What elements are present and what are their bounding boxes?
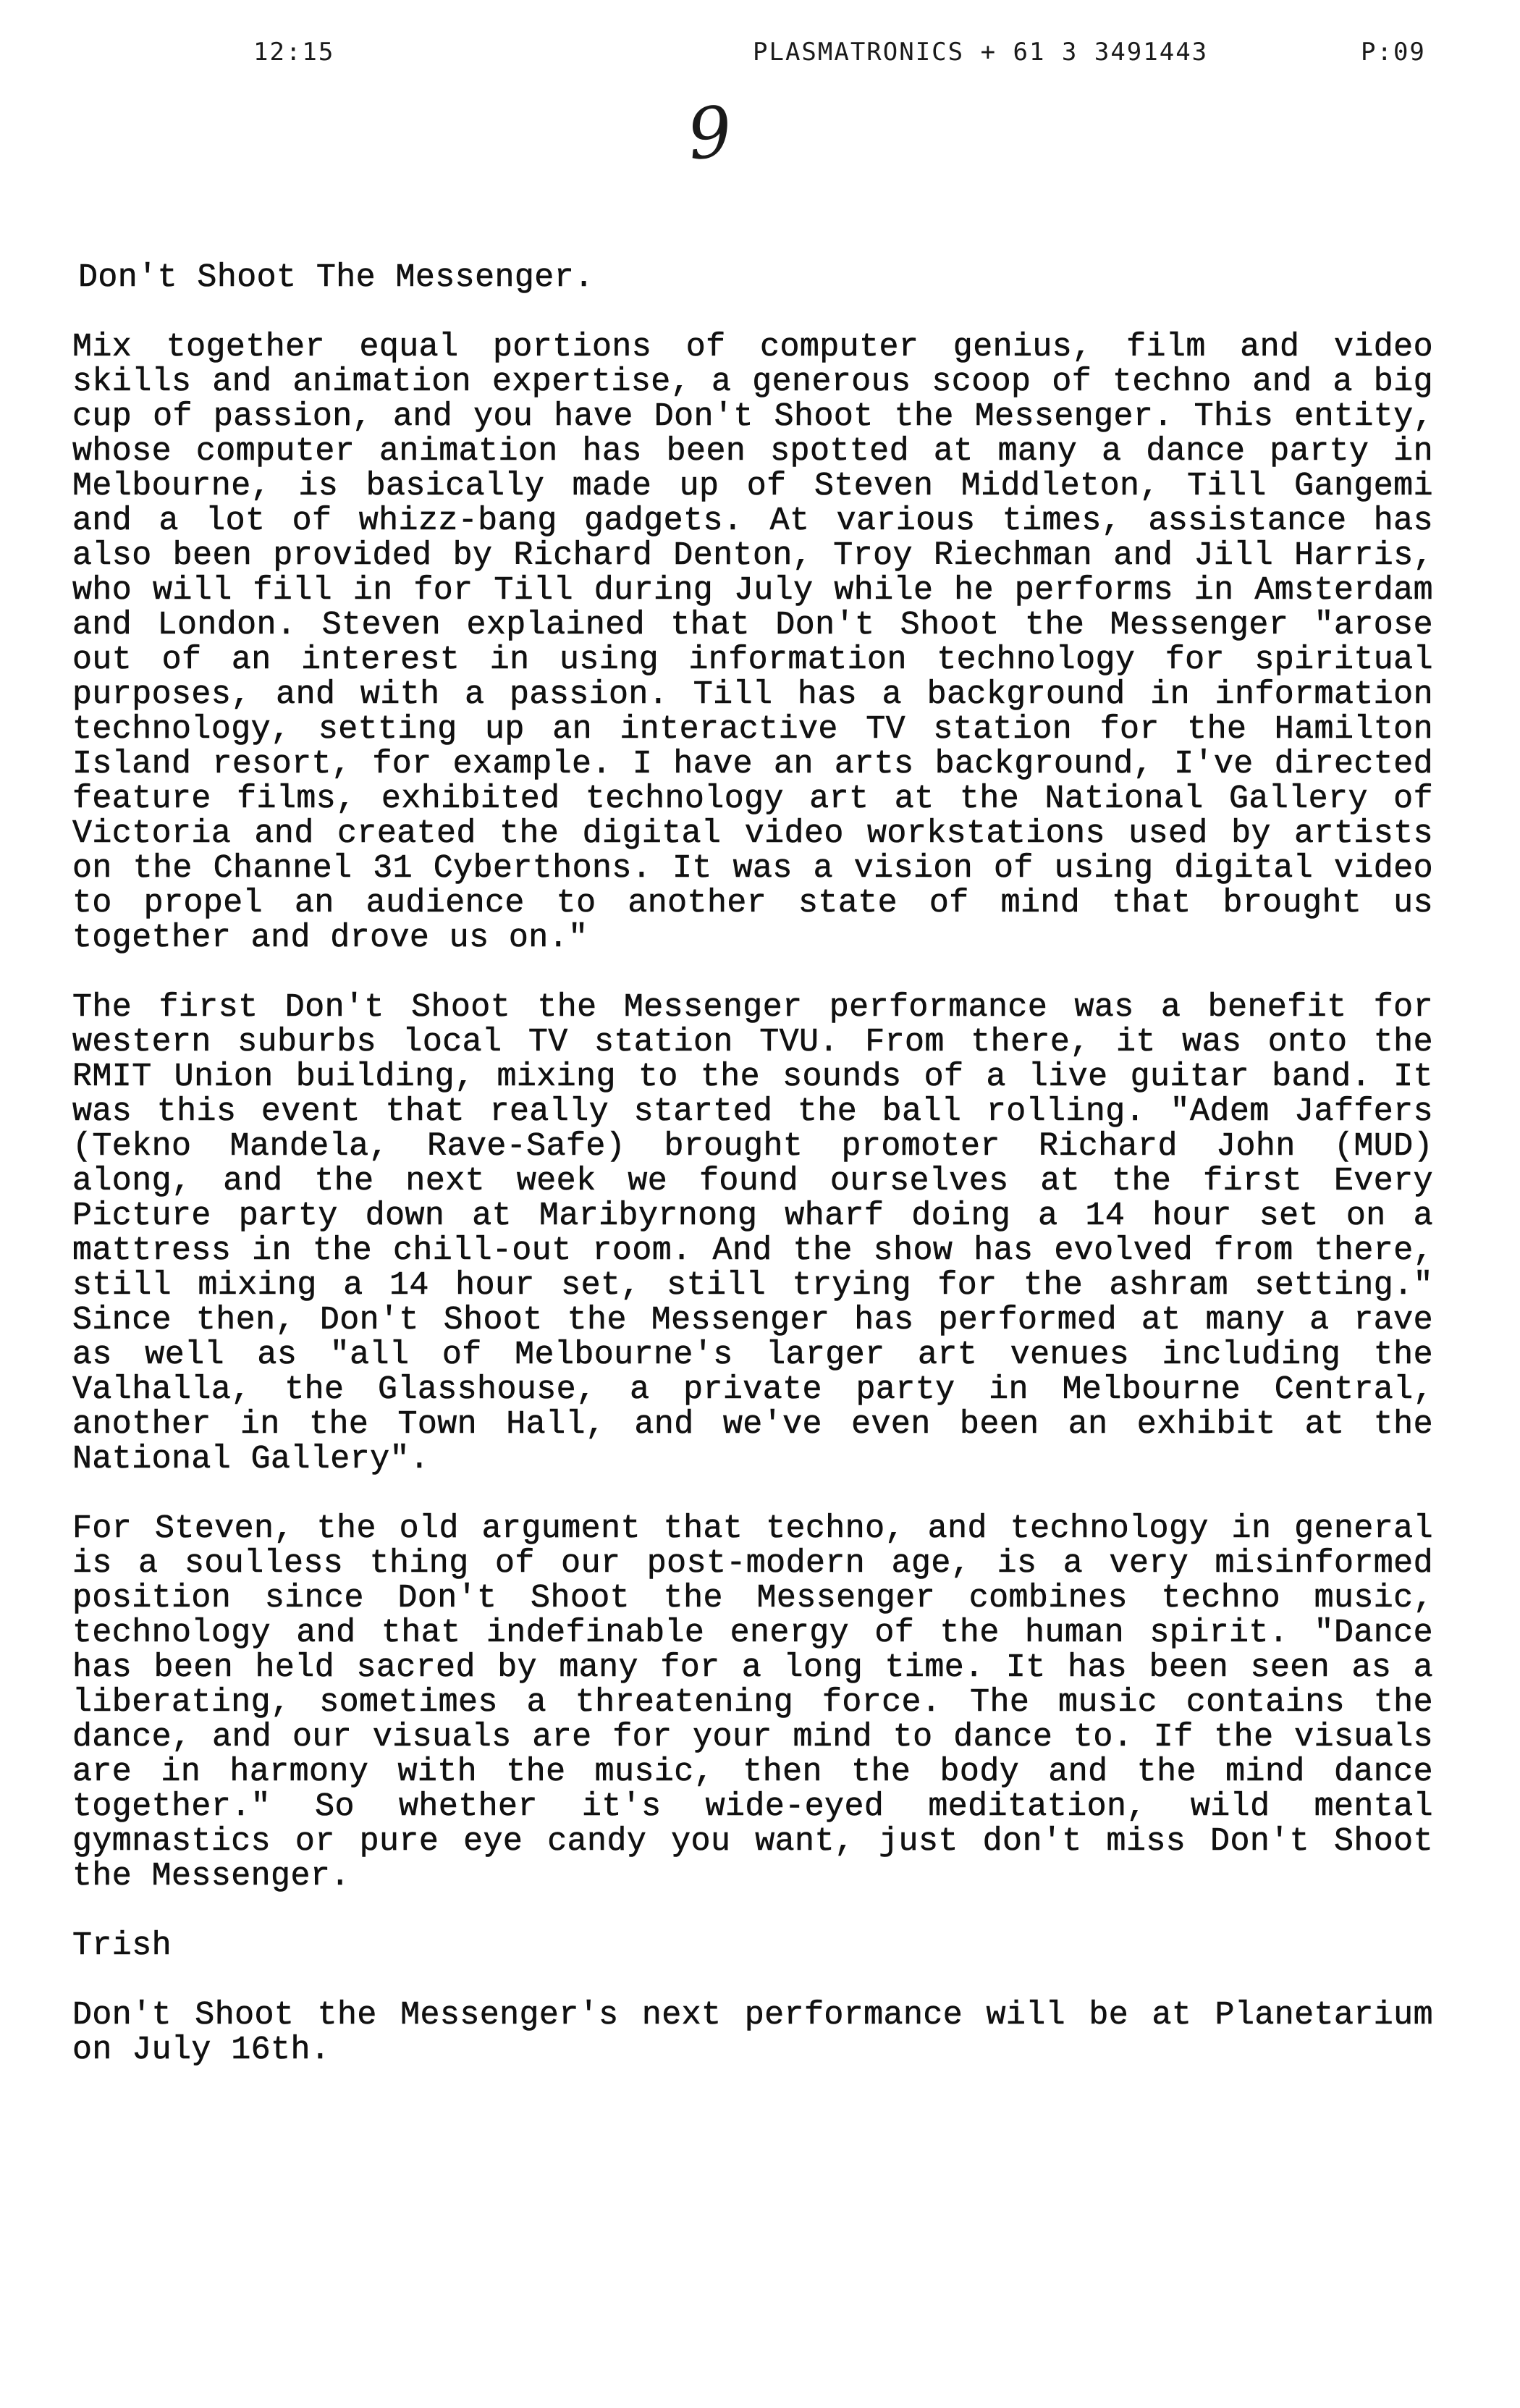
fax-header <box>0 0 1520 87</box>
performance-footnote: Don't Shoot the Messenger's next performance will be at Planetarium on July 16th. <box>72 1997 1433 2068</box>
article-byline: Trish <box>72 1927 172 1964</box>
article-paragraph-1: Mix together equal portions of computer genius, film and video skills and animation expertise, a generous scoop of techno and a big cup of passion, and you have Don't Shoot the Messenger. This entity, whose computer animation has been spotted at many a dance party in Melbourne, is basically made up of Steven Middleton, Till Gangemi and a lot of whizz-bang gadgets. At various times, assistance has also been provided by Richard Denton, Troy Riechman and Jill Harris, who will fill in for Till during July while he performs in Amsterdam and London. Steven explained that Don't Shoot the Messenger "arose out of an interest in using information technology for spiritual purposes, and with a passion. Till has a background in information technology, setting up an interactive TV station for the Hamilton Island resort, for example. I have an arts background, I've directed feature films, exhibited technology art at the National Gallery of Victoria and created the digital video workstations used by artists on the Channel 31 Cyberthons. It was a vision of using digital video to propel an audience to another state of mind that brought us together and drove us on." <box>72 329 1433 956</box>
handwritten-page-number: 9 <box>683 90 736 176</box>
fax-time: 12:15 <box>253 38 335 67</box>
article-title: Don't Shoot The Messenger. <box>78 259 594 296</box>
article-paragraph-2: The first Don't Shoot the Messenger performance was a benefit for western suburbs local TV station TVU. From there, it was onto the RMIT Union building, mixing to the sounds of a live guitar band. It was this event that really started the ball rolling. "Adem Jaffers (Tekno Mandela, Rave-Safe) brought promoter Richard John (MUD) along, and the next week we found ourselves at the first Every Picture party down at Maribyrnong wharf doing a 14 hour set on a mattress in the chill-out room. And the show has evolved from there, still mixing a 14 hour set, still trying for the ashram setting." Since then, Don't Shoot the Messenger has performed at many a rave as well as "all of Melbourne's larger art venues including the Valhalla, the Glasshouse, a private party in Melbourne Central, another in the Town Hall, and we've even been an exhibit at the National Gallery". <box>72 989 1433 1478</box>
article <box>72 261 1433 2068</box>
fax-sender-line: PLASMATRONICS + 61 3 3491443 <box>753 38 1209 67</box>
fax-page-number: P:09 <box>1361 38 1426 67</box>
article-paragraph-3: For Steven, the old argument that techno, and technology in general is a soulless thing of our post-modern age, is a very misinformed position since Don't Shoot the Messenger combines techno music, technology and that indefinable energy of the human spirit. "Dance has been held sacred by many for a long time. It has been seen as a liberating, sometimes a threatening force. The music contains the dance, and our visuals are for your mind to dance to. If the visuals are in harmony with the music, then the body and the mind dance together." So whether it's wide-eyed meditation, wild mental gymnastics or pure eye candy you want, just don't miss Don't Shoot the Messenger. <box>72 1510 1433 1895</box>
